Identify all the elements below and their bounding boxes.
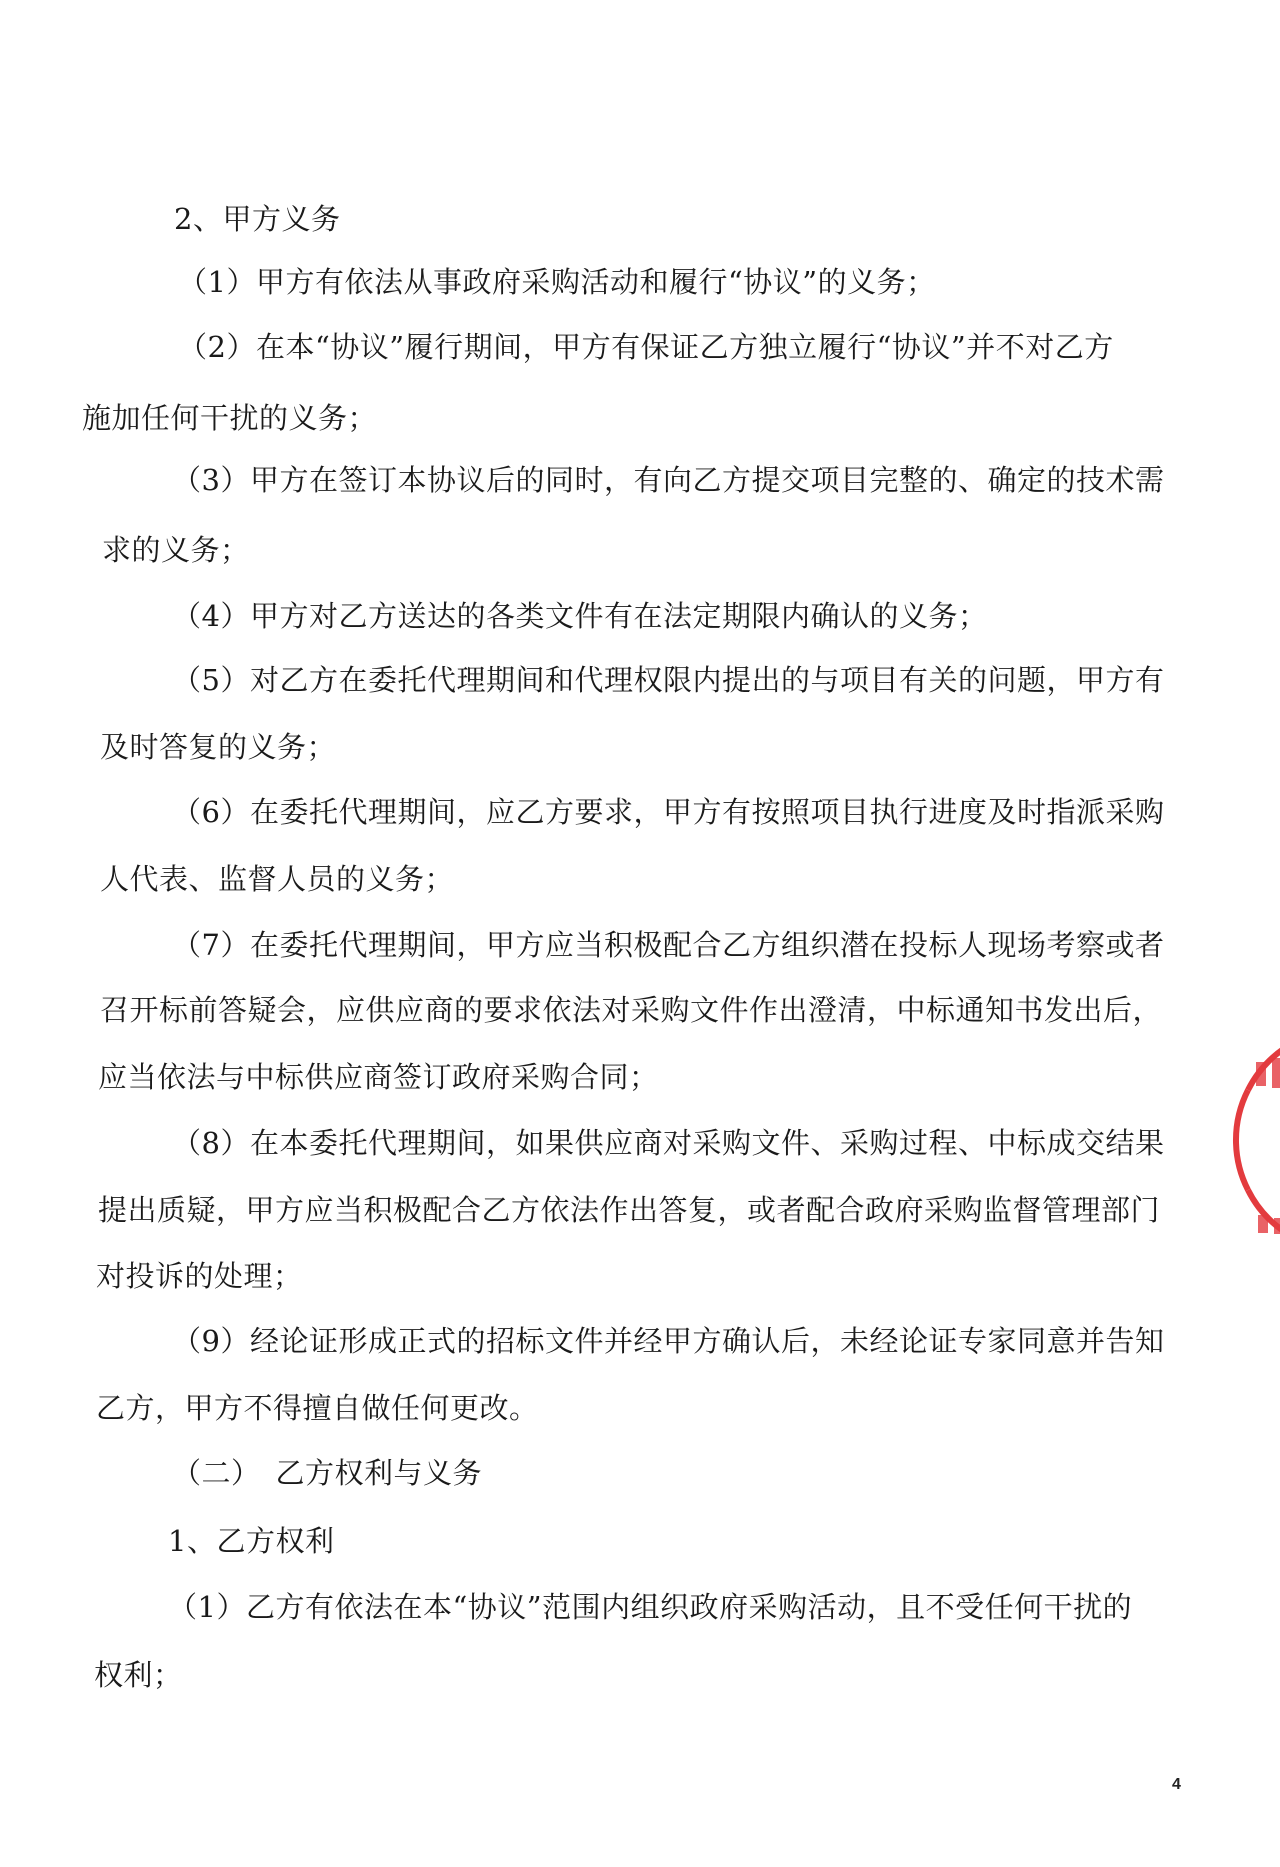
paragraph-line: （5）对乙方在委托代理期间和代理权限内提出的与项目有关的问题，甲方有 [172,663,1165,697]
paragraph-line: （1）乙方有依法在本“协议”范围内组织政府采购活动，且不受任何干扰的 [168,1590,1133,1624]
paragraph-line: 及时答复的义务； [100,730,337,764]
paragraph-line: 乙方，甲方不得擅自做任何更改。 [96,1391,539,1425]
paragraph-line: 人代表、监督人员的义务； [100,862,455,896]
paragraph-line: （3）甲方在签订本协议后的同时，有向乙方提交项目完整的、确定的技术需 [172,463,1165,497]
paragraph-line: （4）甲方对乙方送达的各类文件有在法定期限内确认的义务； [172,599,988,633]
paragraph-line: 应当依法与中标供应商签订政府采购合同； [98,1060,659,1094]
paragraph-line: 提出质疑，甲方应当积极配合乙方依法作出答复，或者配合政府采购监督管理部门 [98,1193,1161,1227]
page-number: 4 [1172,1776,1181,1793]
paragraph-line: 求的义务； [102,533,250,567]
paragraph-line: 权利； [94,1658,183,1692]
red-seal-stamp-icon [1228,1010,1280,1270]
section-heading: 2、甲方义务 [174,202,341,236]
section-heading: （二） 乙方权利与义务 [172,1456,483,1490]
paragraph-line: （9）经论证形成正式的招标文件并经甲方确认后，未经论证专家同意并告知 [172,1324,1165,1358]
paragraph-line: 对投诉的处理； [96,1259,303,1293]
paragraph-line: （1）甲方有依法从事政府采购活动和履行“协议”的义务； [178,265,936,299]
paragraph-line: 施加任何干扰的义务； [82,401,378,435]
section-heading: 1、乙方权利 [168,1524,335,1558]
paragraph-line: （2）在本“协议”履行期间，甲方有保证乙方独立履行“协议”并不对乙方 [178,330,1114,364]
paragraph-line: （6）在委托代理期间，应乙方要求，甲方有按照项目执行进度及时指派采购 [172,795,1165,829]
paragraph-line: 召开标前答疑会，应供应商的要求依法对采购文件作出澄清，中标通知书发出后， [100,993,1163,1027]
paragraph-line: （7）在委托代理期间，甲方应当积极配合乙方组织潜在投标人现场考察或者 [172,928,1165,962]
paragraph-line: （8）在本委托代理期间，如果供应商对采购文件、采购过程、中标成交结果 [172,1126,1165,1160]
